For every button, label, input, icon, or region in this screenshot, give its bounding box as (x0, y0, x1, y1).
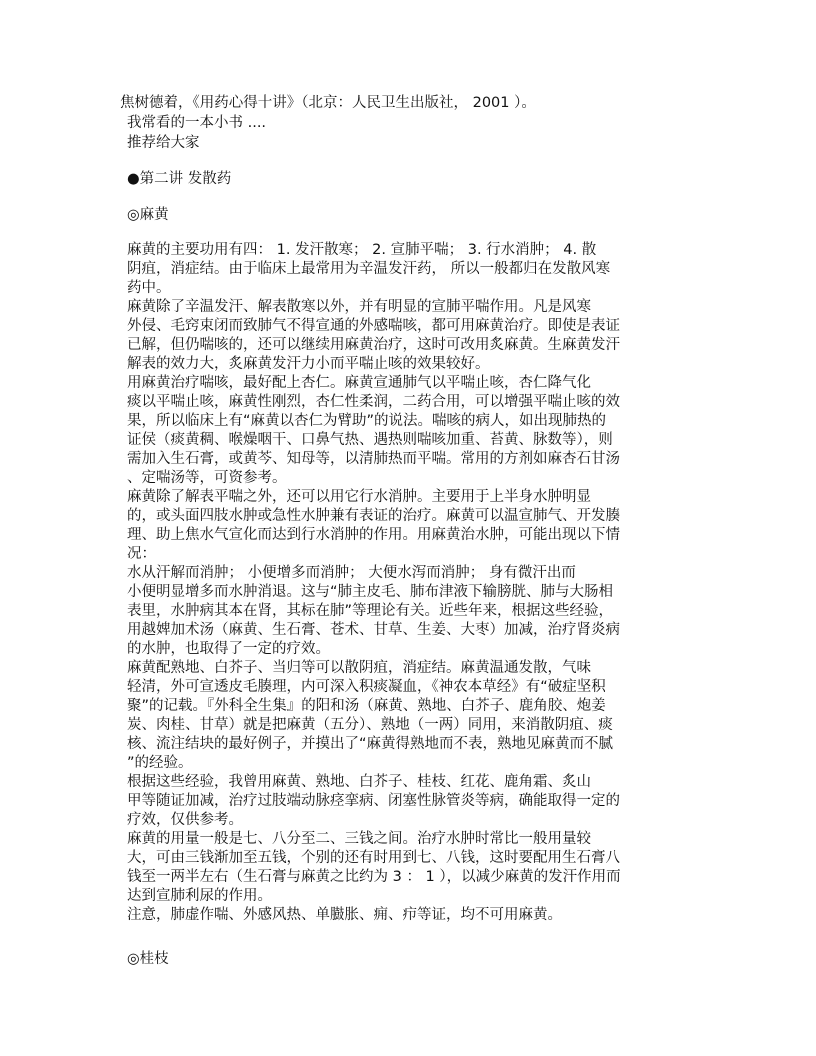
body-text-line: 的，或头面四肢水肿或急性水肿兼有表证的治疗。麻黄可以温宣肺气、开发腠 (127, 508, 620, 524)
body-text-line: 达到宣肺利尿的作用。 (127, 888, 272, 904)
body-text-line: 麻黄的主要功用有四： 1. 发汗散寒； 2. 宣肺平喘； 3. 行水消肿； 4. 散 (127, 242, 597, 258)
body-text-line: 核、流注结块的最好例子，并摸出了“麻黄得熟地而不表，熟地见麻黄而不腻 (127, 736, 614, 752)
body-text-line: 需加入生石膏，或黄芩、知母等，以清肺热而平喘。常用的方剂如麻杏石甘汤 (127, 451, 620, 467)
body-text-line: 阴疽，消症结。由于临床上最常用为辛温发汗药， 所以一般都归在发散风寒 (127, 261, 611, 277)
body-text-line: ”的经验。 (127, 755, 193, 771)
intro-recommend: 推荐给大家 (127, 135, 200, 151)
body-text-line: 的水肿，也取得了一定的疗效。 (127, 641, 330, 657)
body-text-line: 大，可由三钱渐加至五钱，个别的还有时用到七、八钱，这时要配用生石膏八 (127, 850, 620, 866)
body-text-line: 轻清，外可宣透皮毛腠理，内可深入积痰凝血，《神农本草经》有“破症坚积 (127, 679, 606, 695)
body-text-line: 麻黄除了辛温发汗、解表散寒以外，并有明显的宣肺平喘作用。凡是风寒 (127, 299, 591, 315)
body-text-line: 理、助上焦水气宣化而达到行水消肿的作用。用麻黄治水肿，可能出现以下情 (127, 527, 620, 543)
body-text-line: 麻黄配熟地、白芥子、当归等可以散阴疽，消症结。麻黄温通发散，气味 (127, 660, 591, 676)
body-text-line: 疗效，仅供参考。 (127, 812, 243, 828)
body-text-line: 钱至一两半左右（生石膏与麻黄之比约为 3 ： 1 ），以减少麻黄的发汗作用而 (127, 869, 621, 885)
body-text-line: 解表的效力大，炙麻黄发汗力小而平喘止咳的效果较好。 (127, 356, 490, 372)
body-text-line: 麻黄的用量一般是七、八分至二、三钱之间。治疗水肿时常比一般用量较 (127, 831, 591, 847)
section-body-mahuang (127, 241, 622, 925)
body-text-line: 外侵、毛窍束闭而致肺气不得宣通的外感喘咳，都可用麻黄治疗。即使是表证 (127, 318, 620, 334)
body-text-line: 用越婢加术汤（麻黄、生石膏、苍术、甘草、生姜、大枣）加减，治疗肾炎病 (127, 622, 620, 638)
chapter-heading: ●第二讲 发散药 (127, 171, 232, 187)
body-text-line: 小便明显增多而水肿消退。这与“肺主皮毛、肺布津液下输膀胱、肺与大肠相 (127, 584, 614, 600)
section-heading-guizhi: ◎桂枝 (127, 951, 169, 967)
body-text-line: 果，所以临床上有“麻黄以杏仁为臂助”的说法。喘咳的病人，如出现肺热的 (127, 413, 607, 429)
body-text-line: 甲等随证加减，治疗过肢端动脉痉挛病、闭塞性脉管炎等病，确能取得一定的 (127, 793, 620, 809)
body-text-line: 注意，肺虚作喘、外感风热、单臌胀、痈、疖等证，均不可用麻黄。 (127, 907, 562, 923)
body-text-line: 炭、肉桂、甘草）就是把麻黄（五分）、熟地（一两）同用，来消散阴疽、痰 (127, 717, 613, 733)
body-text-line: 况： (127, 546, 156, 562)
intro-note: 我常看的一本小书 .... (127, 115, 267, 131)
citation-line: 焦树德着，《用药心得十讲》（北京：人民卫生出版社， 2001 ）。 (120, 95, 536, 111)
body-text-line: 聚”的记载。『外科全生集』的阳和汤（麻黄、熟地、白芥子、鹿角胶、炮姜 (127, 698, 606, 714)
body-text-line: 药中。 (127, 280, 171, 296)
body-text-line: 表里，水肿病其本在肾，其标在肺”等理论有关。近些年来，根据这些经验， (127, 603, 614, 619)
section-heading-mahuang: ◎麻黄 (127, 207, 169, 223)
body-text-line: 已解，但仍喘咳的，还可以继续用麻黄治疗，这时可改用炙麻黄。生麻黄发汗 (127, 337, 620, 353)
body-text-line: 水从汗解而消肿； 小便增多而消肿； 大便水泻而消肿； 身有微汗出而 (127, 565, 576, 581)
body-text-line: 麻黄除了解表平喘之外，还可以用它行水消肿。主要用于上半身水肿明显 (127, 489, 591, 505)
body-text-line: 用麻黄治疗喘咳，最好配上杏仁。麻黄宣通肺气以平喘止咳，杏仁降气化 (127, 375, 591, 391)
body-text-line: 、定喘汤等，可资参考。 (127, 470, 287, 486)
body-text-line: 根据这些经验，我曾用麻黄、熟地、白芥子、桂枝、红花、鹿角霜、炙山 (127, 774, 591, 790)
body-text-line: 证侯（痰黄稠、喉燥咽干、口鼻气热、遇热则喘咳加重、苔黄、脉数等），则 (127, 432, 613, 448)
body-text-line: 痰以平喘止咳，麻黄性刚烈，杏仁性柔润，二药合用，可以增强平喘止咳的效 (127, 394, 620, 410)
